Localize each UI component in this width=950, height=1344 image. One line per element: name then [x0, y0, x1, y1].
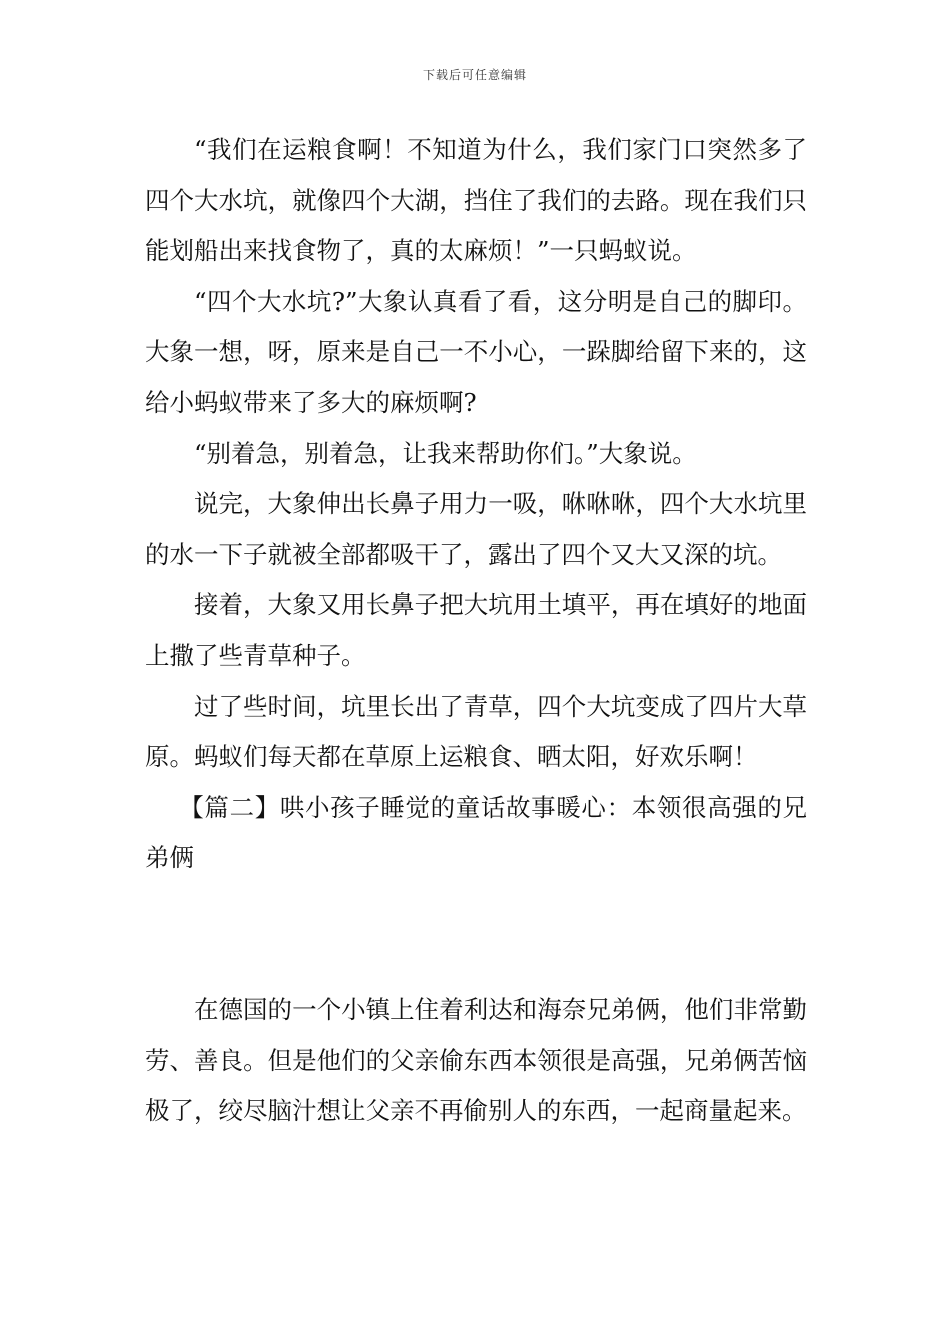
section-heading: 【篇二】哄小孩子睡觉的童话故事暖心：本领很高强的兄弟俩	[145, 792, 807, 873]
section-spacer	[145, 884, 807, 985]
paragraph: 接着，大象又用长鼻子把大坑用土填平，再在填好的地面上撒了些青草种子。	[145, 590, 807, 670]
header-note: 下载后可任意编辑	[422, 68, 527, 82]
paragraph: “四个大水坑?”大象认真看了看，这分明是自己的脚印。大象一想，呀，原来是自己一不小心，一跺脚给留下来的，这给小蚂蚁带来了多大的麻烦啊?	[145, 286, 807, 417]
paragraph: “我们在运粮食啊！不知道为什么，我们家门口突然多了四个大水坑，就像四个大湖，挡住了我们的去路。现在我们只能划船出来找食物了，真的太麻烦！”一只蚂蚁说。	[145, 135, 807, 266]
paragraph: “别着急，别着急，让我来帮助你们。”大象说。	[194, 438, 697, 468]
paragraph: 过了些时间，坑里长出了青草，四个大坑变成了四片大草原。蚂蚁们每天都在草原上运粮食、晒太阳，好欢乐啊！	[145, 691, 807, 772]
document-body	[145, 125, 807, 1137]
paragraph: 说完，大象伸出长鼻子用力一吸，咻咻咻，四个大水坑里的水一下子就被全部都吸干了，露出了四个又大又深的坑。	[145, 489, 807, 569]
paragraph: 在德国的一个小镇上住着利达和海奈兄弟俩，他们非常勤劳、善良。但是他们的父亲偷东西本领很是高强，兄弟俩苦恼极了，绞尽脑汁想让父亲不再偷别人的东西，一起商量起来。	[145, 994, 807, 1126]
